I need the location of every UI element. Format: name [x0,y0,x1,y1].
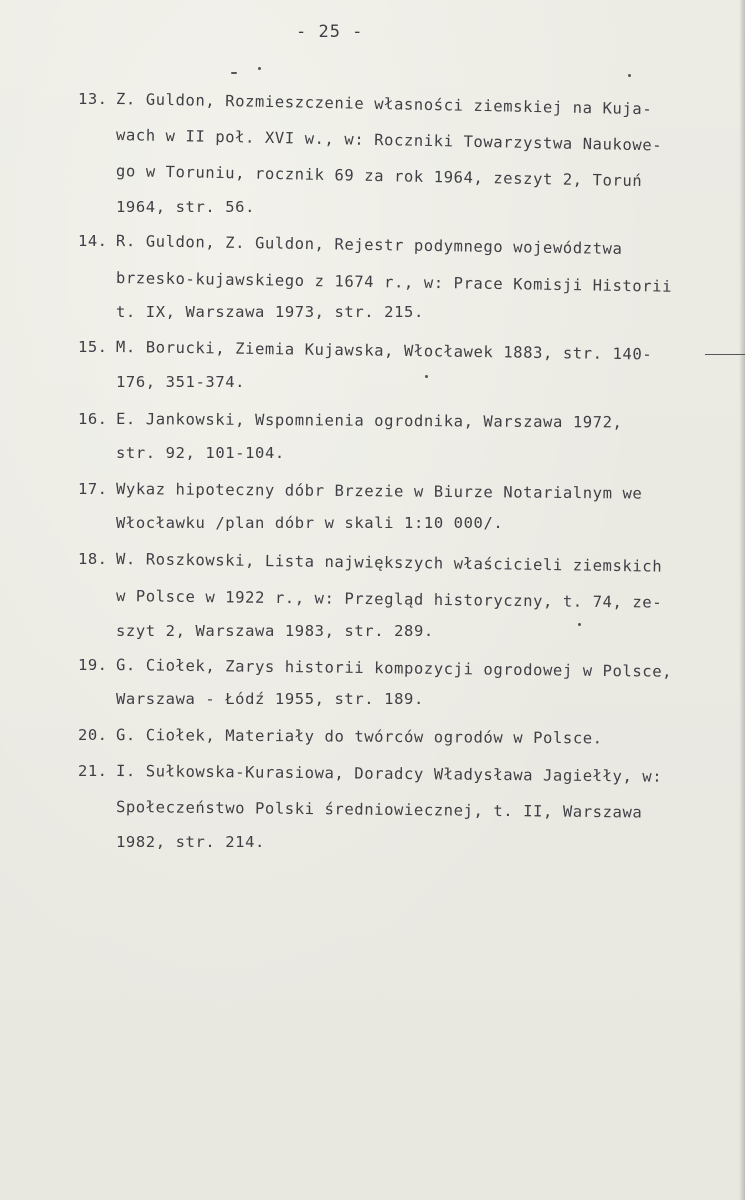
footnote-line: Z. Guldon, Rozmieszczenie własności ziemskiej na Kuja- [115,90,653,119]
footnote-line: wach w II poł. XVI w., w: Roczniki Towarzystwa Naukowe- [115,126,663,155]
footnote-line: 1982, str. 214. [116,833,265,851]
margin-rule [705,354,745,355]
footnote-line: Społeczeństwo Polski średniowiecznej, t. II, Warszawa [115,798,643,822]
footnote-line: brzesko-kujawskiego z 1674 r., w: Prace Komisji Historii [115,269,673,296]
footnote-line: W. Roszkowski, Lista największych właścicieli ziemskich [115,550,663,576]
footnote-line: szyt 2, Warszawa 1983, str. 289. [116,622,434,640]
ink-mark [231,72,237,74]
page-edge-shadow [739,0,745,1200]
footnote-line: E. Jankowski, Wspomnienia ogrodnika, Warszawa 1972, [115,410,623,432]
footnote-line: Wykaz hipoteczny dóbr Brzezie w Biurze Notarialnym we [115,480,643,503]
footnote-line: G. Ciołek, Materiały do twórców ogrodów w Polsce. [115,726,603,748]
footnote-number: 20. [78,726,108,744]
ink-mark [258,67,261,70]
footnote-number: 14. [78,232,108,250]
footnote-line: str. 92, 101-104. [116,444,285,462]
footnote-number: 13. [78,90,108,108]
footnote-line: 1964, str. 56. [116,198,256,216]
page-number: - 25 - [296,22,364,42]
footnote-line: M. Borucki, Ziemia Kujawska, Włocławek 1883, str. 140- [115,338,653,364]
footnote-line: I. Sułkowska-Kurasiowa, Doradcy Władysława Jagiełły, w: [115,762,663,786]
footnote-number: 18. [78,550,108,568]
ink-mark [425,375,428,378]
footnote-line: Warszawa - Łódź 1955, str. 189. [116,690,424,708]
footnote-line: go w Toruniu, rocznik 69 za rok 1964, zeszyt 2, Toruń [115,162,643,191]
footnote-line: G. Ciołek, Zarys historii kompozycji ogrodowej w Polsce, [115,656,673,681]
footnote-number: 21. [78,762,108,780]
footnote-line: Włocławku /plan dóbr w skali 1:10 000/. [116,514,504,532]
footnote-line: 176, 351-374. [116,373,246,391]
ink-mark [578,623,581,626]
footnote-number: 16. [78,410,108,428]
ink-mark [628,74,631,77]
footnote-number: 15. [78,338,108,356]
footnote-line: w Polsce w 1922 r., w: Przegląd historyczny, t. 74, ze- [115,587,663,612]
footnote-number: 17. [78,480,108,498]
footnote-line: R. Guldon, Z. Guldon, Rejestr podymnego województwa [115,232,623,258]
footnote-number: 19. [78,656,108,674]
footnote-line: t. IX, Warszawa 1973, str. 215. [116,303,424,321]
